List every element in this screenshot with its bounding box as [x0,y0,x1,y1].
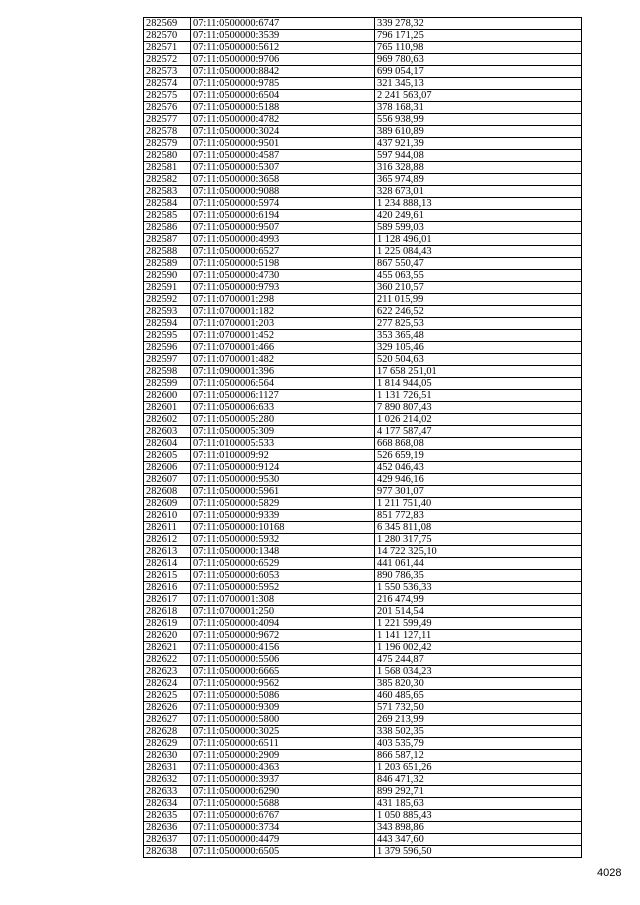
row-number-cell: 282620 [144,630,191,642]
value-cell: 1 203 651,26 [375,762,582,774]
cadastral-number-cell: 07:11:0500006:564 [191,378,375,390]
row-number-cell: 282600 [144,390,191,402]
cadastral-number-cell: 07:11:0500000:9793 [191,282,375,294]
value-cell: 589 599,03 [375,222,582,234]
row-number-cell: 282626 [144,702,191,714]
value-cell: 699 054,17 [375,66,582,78]
row-number-cell: 282582 [144,174,191,186]
cadastral-number-cell: 07:11:0500000:4363 [191,762,375,774]
value-cell: 1 141 127,11 [375,630,582,642]
table-row [144,558,582,570]
cadastral-number-cell: 07:11:0500000:3734 [191,822,375,834]
row-number-cell: 282610 [144,510,191,522]
table-row [144,402,582,414]
cadastral-number-cell: 07:11:0700001:482 [191,354,375,366]
value-cell: 403 535,79 [375,738,582,750]
value-cell: 1 128 496,01 [375,234,582,246]
table-row [144,150,582,162]
cadastral-number-cell: 07:11:0500000:6505 [191,846,375,858]
table-row [144,810,582,822]
row-number-cell: 282613 [144,546,191,558]
value-cell: 455 063,55 [375,270,582,282]
value-cell: 526 659,19 [375,450,582,462]
table-row [144,510,582,522]
row-number-cell: 282601 [144,402,191,414]
value-cell: 1 211 751,40 [375,498,582,510]
table-row [144,366,582,378]
value-cell: 851 772,83 [375,510,582,522]
table-body [144,18,582,858]
table-row [144,750,582,762]
value-cell: 201 514,54 [375,606,582,618]
row-number-cell: 282623 [144,666,191,678]
row-number-cell: 282635 [144,810,191,822]
row-number-cell: 282628 [144,726,191,738]
cadastral-number-cell: 07:11:0500000:3024 [191,126,375,138]
table-row [144,438,582,450]
page-number: 4028 [597,867,622,879]
cadastral-number-cell: 07:11:0500000:9530 [191,474,375,486]
value-cell: 441 061,44 [375,558,582,570]
row-number-cell: 282570 [144,30,191,42]
table-row [144,762,582,774]
row-number-cell: 282634 [144,798,191,810]
value-cell: 385 820,30 [375,678,582,690]
value-cell: 571 732,50 [375,702,582,714]
cadastral-number-cell: 07:11:0500005:280 [191,414,375,426]
row-number-cell: 282591 [144,282,191,294]
row-number-cell: 282622 [144,654,191,666]
row-number-cell: 282599 [144,378,191,390]
cadastral-number-cell: 07:11:0500000:10168 [191,522,375,534]
table-row [144,258,582,270]
table-row [144,30,582,42]
table-row [144,282,582,294]
table-row [144,642,582,654]
row-number-cell: 282587 [144,234,191,246]
cadastral-number-cell: 07:11:0500000:5829 [191,498,375,510]
table-row [144,378,582,390]
cadastral-number-cell: 07:11:0500006:1127 [191,390,375,402]
value-cell: 4 177 587,47 [375,426,582,438]
table-row [144,330,582,342]
row-number-cell: 282630 [144,750,191,762]
row-number-cell: 282611 [144,522,191,534]
row-number-cell: 282612 [144,534,191,546]
table-row [144,594,582,606]
row-number-cell: 282583 [144,186,191,198]
cadastral-number-cell: 07:11:0500000:4730 [191,270,375,282]
table-row [144,426,582,438]
value-cell: 316 328,88 [375,162,582,174]
value-cell: 977 301,07 [375,486,582,498]
row-number-cell: 282584 [144,198,191,210]
table-row [144,786,582,798]
cadastral-number-cell: 07:11:0500000:4782 [191,114,375,126]
value-cell: 846 471,32 [375,774,582,786]
cadastral-number-cell: 07:11:0900001:396 [191,366,375,378]
cadastral-number-cell: 07:11:0500000:9672 [191,630,375,642]
table-row [144,606,582,618]
cadastral-number-cell: 07:11:0500000:9501 [191,138,375,150]
value-cell: 520 504,63 [375,354,582,366]
cadastral-number-cell: 07:11:0500000:9706 [191,54,375,66]
value-cell: 338 502,35 [375,726,582,738]
value-cell: 796 171,25 [375,30,582,42]
table-row [144,690,582,702]
cadastral-number-cell: 07:11:0100005:533 [191,438,375,450]
table-row [144,522,582,534]
value-cell: 1 050 885,43 [375,810,582,822]
cadastral-number-cell: 07:11:0500000:3539 [191,30,375,42]
table-row [144,774,582,786]
value-cell: 1 221 599,49 [375,618,582,630]
table-row [144,222,582,234]
cadastral-number-cell: 07:11:0500000:4993 [191,234,375,246]
cadastral-number-cell: 07:11:0500000:5188 [191,102,375,114]
value-cell: 360 210,57 [375,282,582,294]
cadastral-number-cell: 07:11:0500000:6053 [191,570,375,582]
row-number-cell: 282595 [144,330,191,342]
table-row [144,702,582,714]
cadastral-number-cell: 07:11:0500000:5506 [191,654,375,666]
value-cell: 1 280 317,75 [375,534,582,546]
row-number-cell: 282602 [144,414,191,426]
cadastral-number-cell: 07:11:0700001:466 [191,342,375,354]
value-cell: 14 722 325,10 [375,546,582,558]
value-cell: 867 550,47 [375,258,582,270]
value-cell: 443 347,60 [375,834,582,846]
value-cell: 269 213,99 [375,714,582,726]
value-cell: 365 974,89 [375,174,582,186]
row-number-cell: 282614 [144,558,191,570]
table-row [144,546,582,558]
cadastral-number-cell: 07:11:0500000:1348 [191,546,375,558]
value-cell: 437 921,39 [375,138,582,150]
row-number-cell: 282581 [144,162,191,174]
table-row [144,114,582,126]
row-number-cell: 282575 [144,90,191,102]
table-row [144,414,582,426]
value-cell: 765 110,98 [375,42,582,54]
table-row [144,198,582,210]
table-row [144,474,582,486]
row-number-cell: 282636 [144,822,191,834]
table-row [144,630,582,642]
cadastral-number-cell: 07:11:0500000:5086 [191,690,375,702]
value-cell: 6 345 811,08 [375,522,582,534]
value-cell: 321 345,13 [375,78,582,90]
row-number-cell: 282608 [144,486,191,498]
value-cell: 1 026 214,02 [375,414,582,426]
row-number-cell: 282588 [144,246,191,258]
row-number-cell: 282607 [144,474,191,486]
value-cell: 969 780,63 [375,54,582,66]
data-table [143,17,582,858]
row-number-cell: 282631 [144,762,191,774]
table-row [144,102,582,114]
value-cell: 890 786,35 [375,570,582,582]
row-number-cell: 282633 [144,786,191,798]
row-number-cell: 282594 [144,318,191,330]
table-row [144,534,582,546]
value-cell: 1 814 944,05 [375,378,582,390]
cadastral-number-cell: 07:11:0500000:2909 [191,750,375,762]
table-row [144,822,582,834]
value-cell: 2 241 563,07 [375,90,582,102]
row-number-cell: 282572 [144,54,191,66]
value-cell: 339 278,32 [375,18,582,30]
table-row [144,342,582,354]
table-row [144,390,582,402]
row-number-cell: 282629 [144,738,191,750]
cadastral-number-cell: 07:11:0500000:3937 [191,774,375,786]
table-row [144,162,582,174]
row-number-cell: 282616 [144,582,191,594]
value-cell: 431 185,63 [375,798,582,810]
cadastral-number-cell: 07:11:0500000:9124 [191,462,375,474]
row-number-cell: 282576 [144,102,191,114]
table-row [144,306,582,318]
row-number-cell: 282625 [144,690,191,702]
row-number-cell: 282577 [144,114,191,126]
value-cell: 353 365,48 [375,330,582,342]
table-row [144,234,582,246]
value-cell: 329 105,46 [375,342,582,354]
cadastral-number-cell: 07:11:0500000:6665 [191,666,375,678]
table-row [144,462,582,474]
cadastral-number-cell: 07:11:0500000:4479 [191,834,375,846]
cadastral-number-cell: 07:11:0500000:5961 [191,486,375,498]
table-row [144,246,582,258]
cadastral-number-cell: 07:11:0500000:9562 [191,678,375,690]
table-row [144,174,582,186]
value-cell: 597 944,08 [375,150,582,162]
row-number-cell: 282596 [144,342,191,354]
table-row [144,570,582,582]
cadastral-number-cell: 07:11:0500000:6529 [191,558,375,570]
row-number-cell: 282637 [144,834,191,846]
value-cell: 1 225 084,43 [375,246,582,258]
cadastral-number-cell: 07:11:0500000:3658 [191,174,375,186]
cadastral-number-cell: 07:11:0500000:5612 [191,42,375,54]
row-number-cell: 282621 [144,642,191,654]
value-cell: 556 938,99 [375,114,582,126]
table-row [144,126,582,138]
cadastral-number-cell: 07:11:0100009:92 [191,450,375,462]
value-cell: 460 485,65 [375,690,582,702]
row-number-cell: 282574 [144,78,191,90]
table-row [144,714,582,726]
cadastral-number-cell: 07:11:0500000:5932 [191,534,375,546]
cadastral-number-cell: 07:11:0500000:5952 [191,582,375,594]
cadastral-number-cell: 07:11:0500000:6767 [191,810,375,822]
table-row [144,186,582,198]
table-row [144,318,582,330]
table-row [144,294,582,306]
table-row [144,450,582,462]
value-cell: 668 868,08 [375,438,582,450]
value-cell: 378 168,31 [375,102,582,114]
cadastral-number-cell: 07:11:0500000:4156 [191,642,375,654]
value-cell: 216 474,99 [375,594,582,606]
table-row [144,618,582,630]
cadastral-number-cell: 07:11:0500000:5800 [191,714,375,726]
cadastral-number-cell: 07:11:0500000:6504 [191,90,375,102]
cadastral-number-cell: 07:11:0500000:6290 [191,786,375,798]
table-row [144,666,582,678]
table-row [144,66,582,78]
value-cell: 899 292,71 [375,786,582,798]
row-number-cell: 282603 [144,426,191,438]
row-number-cell: 282585 [144,210,191,222]
table-row [144,846,582,858]
value-cell: 1 131 726,51 [375,390,582,402]
value-cell: 1 234 888,13 [375,198,582,210]
value-cell: 429 946,16 [375,474,582,486]
row-number-cell: 282589 [144,258,191,270]
cadastral-number-cell: 07:11:0700001:203 [191,318,375,330]
cadastral-number-cell: 07:11:0500006:633 [191,402,375,414]
value-cell: 389 610,89 [375,126,582,138]
row-number-cell: 282632 [144,774,191,786]
row-number-cell: 282590 [144,270,191,282]
cadastral-number-cell: 07:11:0500000:5688 [191,798,375,810]
row-number-cell: 282580 [144,150,191,162]
row-number-cell: 282604 [144,438,191,450]
table-row [144,738,582,750]
table-row [144,78,582,90]
row-number-cell: 282606 [144,462,191,474]
value-cell: 328 673,01 [375,186,582,198]
cadastral-number-cell: 07:11:0700001:250 [191,606,375,618]
row-number-cell: 282586 [144,222,191,234]
value-cell: 622 246,52 [375,306,582,318]
cadastral-number-cell: 07:11:0500000:5198 [191,258,375,270]
row-number-cell: 282597 [144,354,191,366]
table-row [144,54,582,66]
row-number-cell: 282573 [144,66,191,78]
cadastral-number-cell: 07:11:0500000:6747 [191,18,375,30]
cadastral-number-cell: 07:11:0500000:4094 [191,618,375,630]
cadastral-number-cell: 07:11:0500000:9507 [191,222,375,234]
row-number-cell: 282598 [144,366,191,378]
cadastral-number-cell: 07:11:0500000:9088 [191,186,375,198]
row-number-cell: 282609 [144,498,191,510]
table-row [144,270,582,282]
table-row [144,486,582,498]
row-number-cell: 282593 [144,306,191,318]
row-number-cell: 282578 [144,126,191,138]
table-row [144,138,582,150]
value-cell: 1 379 596,50 [375,846,582,858]
cadastral-number-cell: 07:11:0500000:5974 [191,198,375,210]
value-cell: 17 658 251,01 [375,366,582,378]
value-cell: 866 587,12 [375,750,582,762]
cadastral-number-cell: 07:11:0500000:3025 [191,726,375,738]
value-cell: 211 015,99 [375,294,582,306]
cadastral-number-cell: 07:11:0500000:6511 [191,738,375,750]
row-number-cell: 282615 [144,570,191,582]
cadastral-number-cell: 07:11:0500000:6194 [191,210,375,222]
row-number-cell: 282592 [144,294,191,306]
table-row [144,42,582,54]
row-number-cell: 282569 [144,18,191,30]
row-number-cell: 282579 [144,138,191,150]
row-number-cell: 282618 [144,606,191,618]
cadastral-number-cell: 07:11:0500000:9339 [191,510,375,522]
cadastral-number-cell: 07:11:0700001:298 [191,294,375,306]
table-row [144,798,582,810]
cadastral-number-cell: 07:11:0700001:308 [191,594,375,606]
row-number-cell: 282605 [144,450,191,462]
row-number-cell: 282571 [144,42,191,54]
cadastral-number-cell: 07:11:0700001:452 [191,330,375,342]
table-row [144,678,582,690]
cadastral-number-cell: 07:11:0500000:9309 [191,702,375,714]
table-row [144,834,582,846]
value-cell: 277 825,53 [375,318,582,330]
table-row [144,210,582,222]
cadastral-number-cell: 07:11:0500000:8842 [191,66,375,78]
row-number-cell: 282619 [144,618,191,630]
table-row [144,582,582,594]
value-cell: 1 196 002,42 [375,642,582,654]
value-cell: 420 249,61 [375,210,582,222]
table-row [144,498,582,510]
table-row [144,90,582,102]
value-cell: 452 046,43 [375,462,582,474]
cadastral-number-cell: 07:11:0500005:309 [191,426,375,438]
cadastral-number-cell: 07:11:0700001:182 [191,306,375,318]
table-row [144,354,582,366]
value-cell: 7 890 807,43 [375,402,582,414]
value-cell: 343 898,86 [375,822,582,834]
row-number-cell: 282627 [144,714,191,726]
table-row [144,18,582,30]
row-number-cell: 282617 [144,594,191,606]
value-cell: 1 568 034,23 [375,666,582,678]
value-cell: 1 550 536,33 [375,582,582,594]
row-number-cell: 282638 [144,846,191,858]
value-cell: 475 244,87 [375,654,582,666]
cadastral-number-cell: 07:11:0500000:4587 [191,150,375,162]
table-row [144,726,582,738]
cadastral-number-cell: 07:11:0500000:6527 [191,246,375,258]
cadastral-number-cell: 07:11:0500000:5307 [191,162,375,174]
row-number-cell: 282624 [144,678,191,690]
table-row [144,654,582,666]
cadastral-number-cell: 07:11:0500000:9785 [191,78,375,90]
